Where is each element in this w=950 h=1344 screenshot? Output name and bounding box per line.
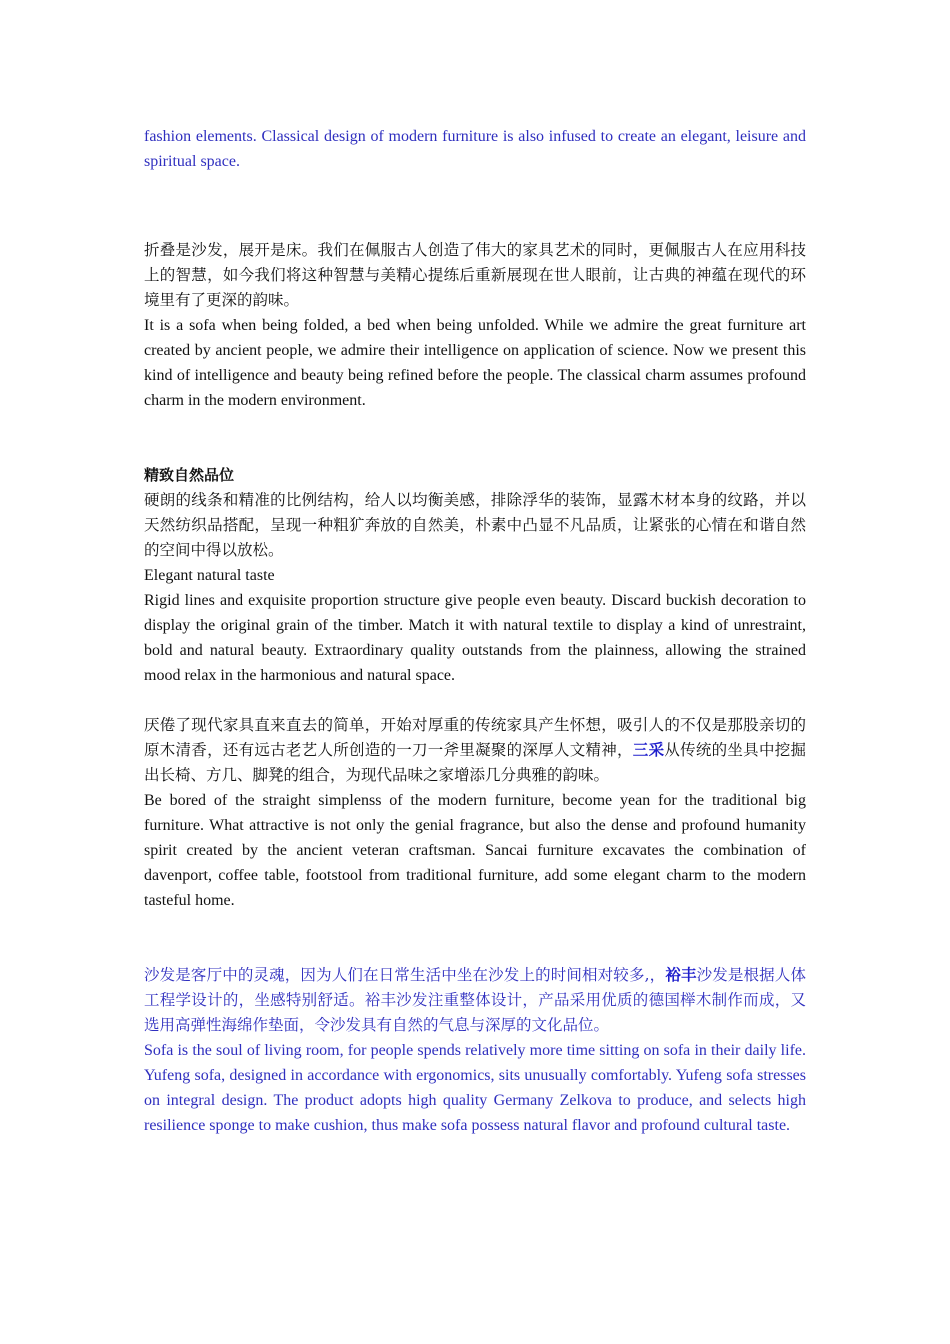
document-page	[144, 124, 806, 1138]
section3-chinese-text-after: 从传统的坐具中挖掘出长椅、方几、脚凳的组合，为现代品味之家增添几分典雅的韵味。	[144, 741, 806, 784]
section-sancai	[144, 713, 806, 913]
section-folding-sofa	[144, 238, 806, 413]
section-natural-taste	[144, 463, 806, 688]
section2-heading-english: Elegant natural taste	[144, 567, 275, 584]
section4-chinese-text-before: 沙发是客厅中的灵魂，因为人们在日常生活中坐在沙发上的时间相对较多,，	[144, 966, 666, 984]
intro-block	[144, 124, 806, 174]
section2-chinese-paragraph: 硬朗的线条和精准的比例结构，给人以均衡美感，排除浮华的装饰，显露木材本身的纹路，并以天然纺织品搭配，呈现一种粗犷奔放的自然美，朴素中凸显不凡品质，让紧张的心情在和谐自然的空间中得以放松。	[144, 491, 806, 559]
brand-sancai: 三采	[632, 741, 665, 759]
section3-chinese-paragraph	[144, 713, 806, 788]
section-yufeng	[144, 963, 806, 1138]
section3-english-paragraph: Be bored of the straight simplenss of the modern furniture, become yean for the traditional big furniture. What attractive is not only the genial fragrance, but also the dense and profound humanity spirit created by the ancient veteran craftsman. Sancai furniture excavates the combination of davenport, coffee table, footstool from traditional furniture, add some elegant charm to the modern tasteful home.	[144, 792, 806, 909]
section4-chinese-text-after: 沙发是根据人体工程学设计的，坐感特别舒适。裕丰沙发注重整体设计，产品采用优质的德国榉木制作而成，又选用高弹性海绵作垫面，令沙发具有自然的气息与深厚的文化品位。	[144, 966, 806, 1034]
section1-english-paragraph: It is a sofa when being folded, a bed when being unfolded. While we admire the great furniture art created by ancient people, we admire their intelligence on application of science. Now we present this kind of intelligence and beauty being refined before the people. The classical charm assumes profound charm in the modern environment.	[144, 317, 806, 409]
section4-english-paragraph: Sofa is the soul of living room, for people spends relatively more time sitting on sofa in their daily life. Yufeng sofa, designed in accordance with ergonomics, sits unusually comfortably. Yufeng sofa stresses on integral design. The product adopts high quality Germany Zelkova to produce, and selects high resilience sponge to make cushion, thus make sofa possess natural flavor and profound cultural taste.	[144, 1042, 806, 1134]
brand-yufeng: 裕丰	[665, 966, 697, 984]
section4-chinese-paragraph	[144, 963, 806, 1038]
section2-english-paragraph: Rigid lines and exquisite proportion structure give people even beauty. Discard buckish decoration to display the original grain of the timber. Match it with natural textile to display a kind of unrestraint, bold and natural beauty. Extraordinary quality outstands from the plainness, allowing the strained mood relax in the harmonious and natural space.	[144, 592, 806, 684]
section2-heading-chinese: 精致自然品位	[144, 466, 235, 484]
intro-paragraph: fashion elements. Classical design of modern furniture is also infused to create an elegant, leisure and spiritual space.	[144, 128, 806, 170]
section3-chinese-text-before: 厌倦了现代家具直来直去的简单，开始对厚重的传统家具产生怀想，吸引人的不仅是那股亲切的原木清香，还有远古老艺人所创造的一刀一斧里凝聚的深厚人文精神，	[144, 716, 806, 759]
section1-chinese-paragraph: 折叠是沙发，展开是床。我们在佩服古人创造了伟大的家具艺术的同时，更佩服古人在应用科技上的智慧，如今我们将这种智慧与美精心提练后重新展现在世人眼前，让古典的神蕴在现代的环境里有了更深的韵味。	[144, 241, 806, 309]
